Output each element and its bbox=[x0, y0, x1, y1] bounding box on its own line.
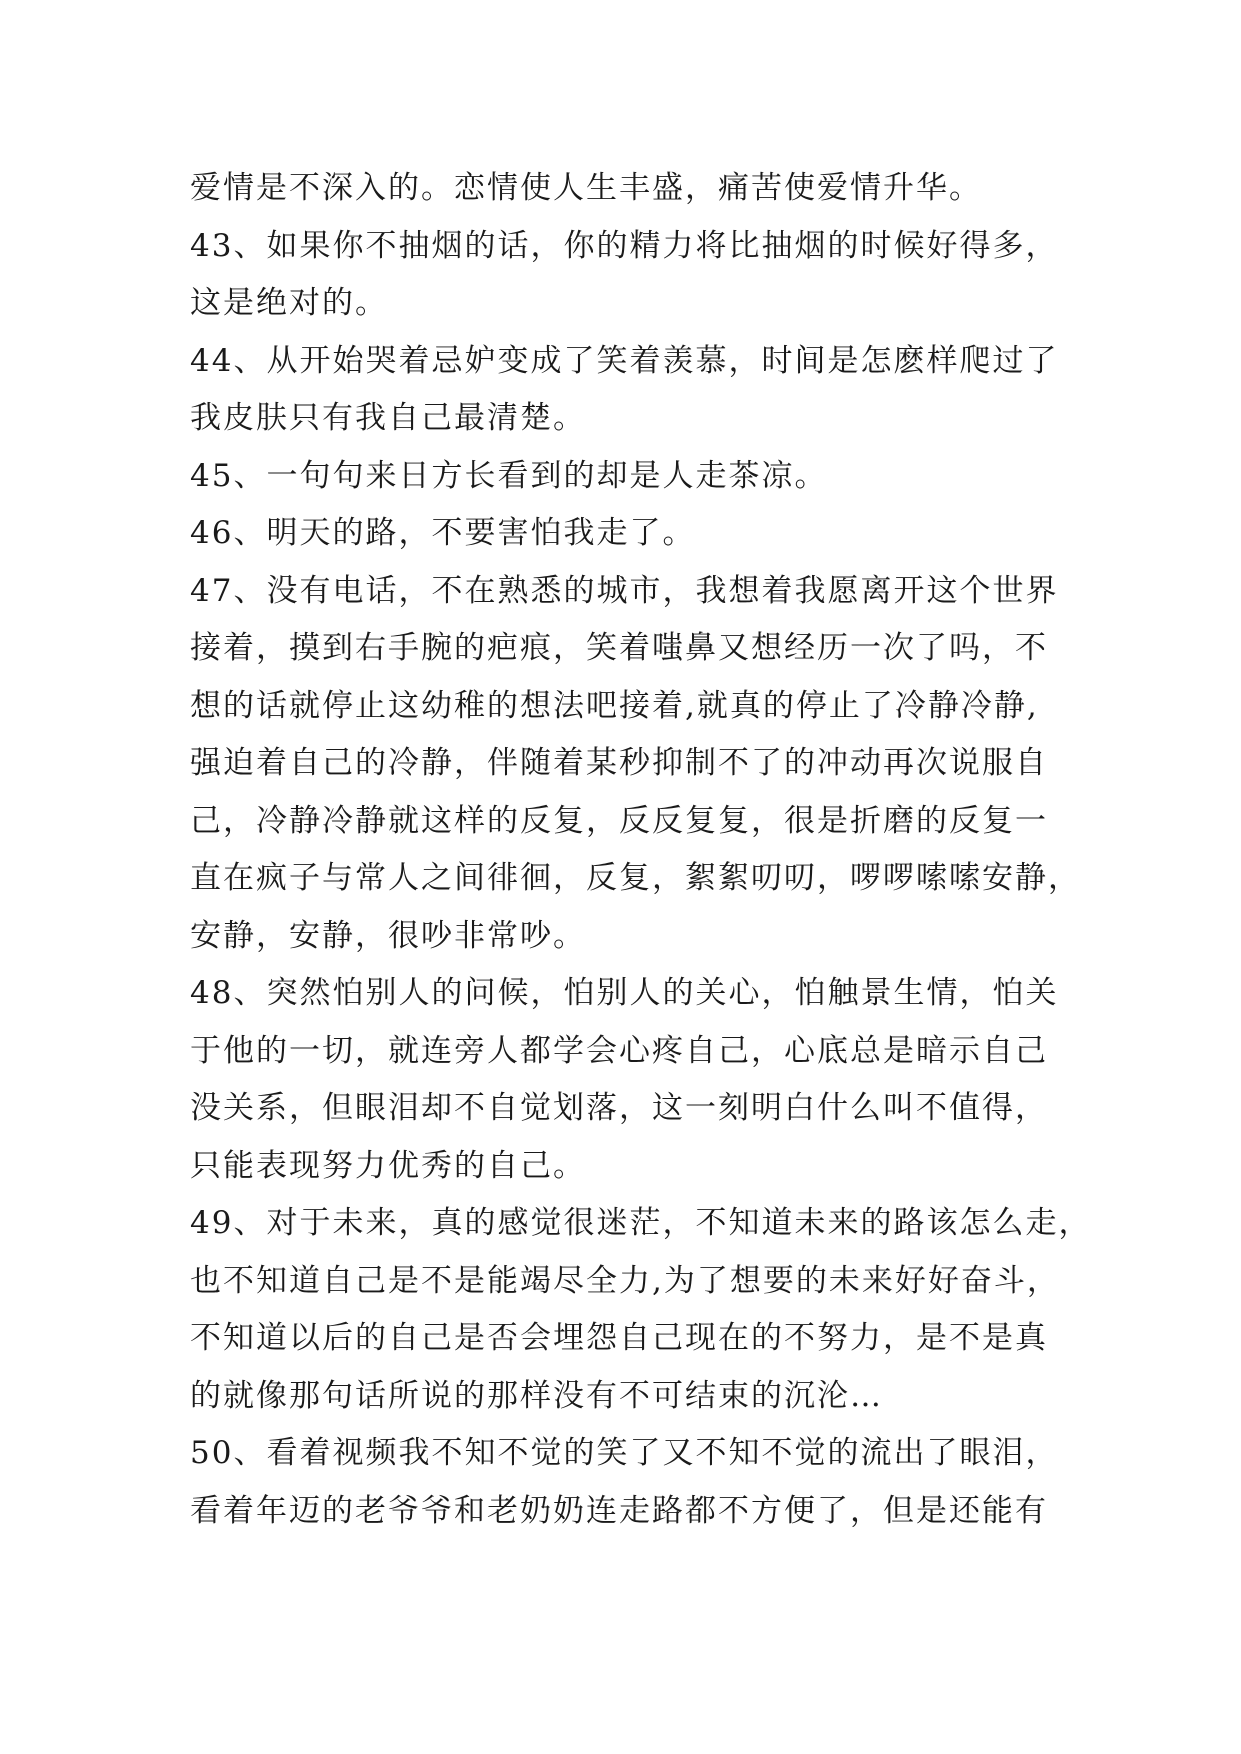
body-text bbox=[190, 160, 1092, 1540]
text-line: 看着年迈的老爷爷和老奶奶连走路都不方便了，但是还能有 bbox=[190, 1492, 1048, 1529]
text-line: 爱情是不深入的。恋情使人生丰盛，痛苦使爱情升华。 bbox=[190, 170, 982, 206]
text-line: 这是绝对的。 bbox=[190, 285, 388, 321]
text-line: 不知道以后的自己是否会埋怨自己现在的不努力，是不是真 bbox=[190, 1320, 1048, 1356]
text-line: 强迫着自己的冷静，伴随着某秒抑制不了的冲动再次说服自 bbox=[190, 745, 1048, 781]
text-line: 接着，摸到右手腕的疤痕，笑着嗤鼻又想经历一次了吗，不 bbox=[190, 630, 1048, 666]
text-line: 己，冷静冷静就这样的反复，反反复复，很是折磨的反复一 bbox=[190, 802, 1048, 839]
text-line: 没关系，但眼泪却不自觉划落，这一刻明白什么叫不值得， bbox=[190, 1090, 1048, 1126]
text-line: 我皮肤只有我自己最清楚。 bbox=[190, 400, 586, 436]
text-line: 48、突然怕别人的问候，怕别人的关心，怕触景生情，怕关 bbox=[190, 975, 1059, 1011]
text-line: 43、如果你不抽烟的话，你的精力将比抽烟的时候好得多， bbox=[190, 227, 1059, 264]
text-line: 44、从开始哭着忌妒变成了笑着羡慕，时间是怎麽样爬过了 bbox=[190, 342, 1059, 379]
text-line: 49、对于未来，真的感觉很迷茫，不知道未来的路该怎么走， bbox=[190, 1205, 1092, 1241]
text-line: 只能表现努力优秀的自己。 bbox=[190, 1147, 586, 1184]
text-line: 于他的一切，就连旁人都学会心疼自己，心底总是暗示自己 bbox=[190, 1032, 1048, 1069]
text-line: 46、明天的路，不要害怕我走了。 bbox=[190, 515, 696, 551]
text-line: 45、一句句来日方长看到的却是人走茶凉。 bbox=[190, 457, 828, 494]
text-line: 直在疯子与常人之间徘徊，反复，絮絮叨叨，啰啰嗦嗦安静， bbox=[190, 860, 1081, 896]
text-line: 也不知道自己是不是能竭尽全力,为了想要的未来好好奋斗， bbox=[190, 1262, 1060, 1299]
text-line: 的就像那句话所说的那样没有不可结束的沉沦… bbox=[190, 1377, 883, 1414]
text-line: 安静，安静，很吵非常吵。 bbox=[190, 917, 586, 954]
text-line: 想的话就停止这幼稚的想法吧接着,就真的停止了冷静冷静, bbox=[190, 687, 1039, 724]
text-line: 50、看着视频我不知不觉的笑了又不知不觉的流出了眼泪， bbox=[190, 1435, 1059, 1471]
text-line: 47、没有电话，不在熟悉的城市，我想着我愿离开这个世界 bbox=[190, 572, 1059, 609]
